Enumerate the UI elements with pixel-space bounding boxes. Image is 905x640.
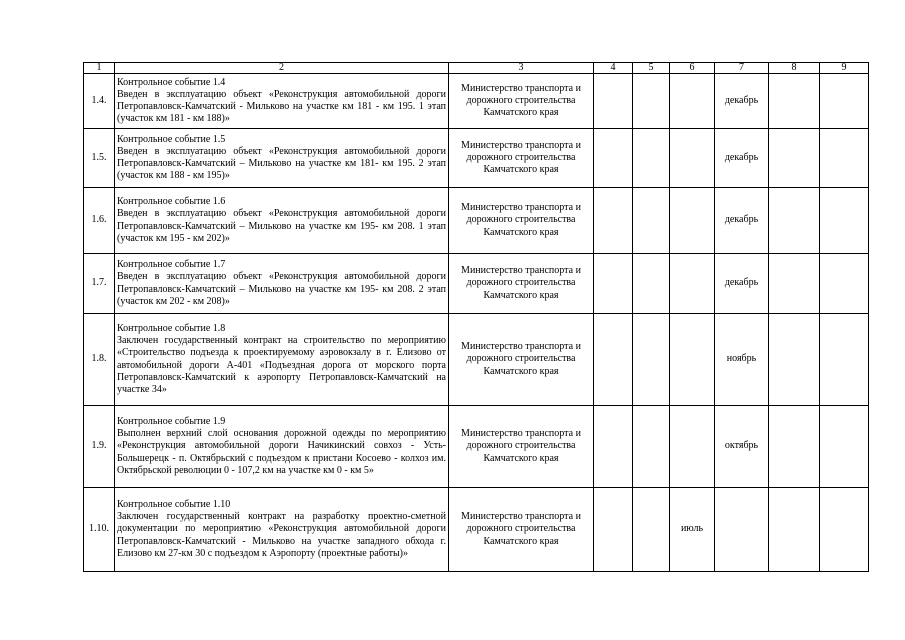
event-text: Заключен государственный контракт на разработку проектно-сметной документации по мероприятию «Реконструкция автомобильной дороги Петропавловск-Камчатский - Мильково на участке западного обхода г. Елизово км 27-км 30 с подъездом к Аэропорту (проектные работы)» xyxy=(117,511,446,559)
event-text: Введен в эксплуатацию объект «Реконструкция автомобильной дороги Петропавловск-Камчатский – Мильково на участке км 195- км 208. 2 этап (участок км 202 - км 208)» xyxy=(117,271,446,307)
event-description xyxy=(115,74,449,129)
cell-col-7 xyxy=(715,488,769,572)
column-header: 4 xyxy=(594,63,633,74)
cell-col-4 xyxy=(594,314,633,406)
event-description xyxy=(115,188,449,254)
event-title: Контрольное событие 1.6 xyxy=(117,196,226,208)
cell-col-8 xyxy=(769,488,820,572)
event-text: Выполнен верхний слой основания дорожной одежды по мероприятию «Реконструкция автомобильной дороги Начикинский совхоз - Усть-Большерецк - п. Октябрьский с подъездом к пристани Косоево - колхоз им. Октябрьской революции 0 - 107,2 км на участке км 0 - км 5» xyxy=(117,428,446,476)
table-row xyxy=(84,129,869,188)
cell-col-9 xyxy=(820,488,869,572)
event-title: Контрольное событие 1.10 xyxy=(117,499,231,511)
responsible-organization: Министерство транспорта и дорожного строительства Камчатского края xyxy=(449,488,594,572)
event-description xyxy=(115,406,449,488)
cell-col-9 xyxy=(820,406,869,488)
table-row xyxy=(84,254,869,314)
event-text: Введен в эксплуатацию объект «Реконструкция автомобильной дороги Петропавловск-Камчатский – Мильково на участке км 195- км 208. 1 этап (участок км 195 - км 202)» xyxy=(117,208,446,244)
cell-col-8 xyxy=(769,254,820,314)
cell-col-7: декабрь xyxy=(715,74,769,129)
cell-col-8 xyxy=(769,406,820,488)
cell-col-7: декабрь xyxy=(715,188,769,254)
responsible-organization: Министерство транспорта и дорожного строительства Камчатского края xyxy=(449,129,594,188)
cell-col-6 xyxy=(670,74,715,129)
control-events-table xyxy=(83,62,869,572)
cell-col-8 xyxy=(769,74,820,129)
row-number: 1.9. xyxy=(84,406,115,488)
cell-col-7: декабрь xyxy=(715,254,769,314)
column-header: 7 xyxy=(715,63,769,74)
table-row xyxy=(84,406,869,488)
cell-col-9 xyxy=(820,74,869,129)
event-description xyxy=(115,129,449,188)
cell-col-4 xyxy=(594,188,633,254)
cell-col-5 xyxy=(633,314,670,406)
event-text: Заключен государственный контракт на строительство по мероприятию «Строительство подъезда к проектируемому аэровокзалу в г. Елизово от автомобильной дороги А-401 «Подъездная дорога от морского порта Петропавловск-Камчатский к аэропорту Петропавловск-Камчатский на участке 34» xyxy=(117,335,446,395)
row-number: 1.6. xyxy=(84,188,115,254)
column-header: 3 xyxy=(449,63,594,74)
table-row xyxy=(84,188,869,254)
cell-col-9 xyxy=(820,314,869,406)
event-title: Контрольное событие 1.8 xyxy=(117,323,226,335)
cell-col-4 xyxy=(594,254,633,314)
responsible-organization: Министерство транспорта и дорожного строительства Камчатского края xyxy=(449,254,594,314)
cell-col-6 xyxy=(670,406,715,488)
event-title: Контрольное событие 1.7 xyxy=(117,259,226,271)
event-text: Введен в эксплуатацию объект «Реконструкция автомобильной дороги Петропавловск-Камчатский – Мильково на участке км 181- км 195. 2 этап (участок км 188 - км 195)» xyxy=(117,145,446,182)
event-description xyxy=(115,314,449,406)
table-row xyxy=(84,488,869,572)
table-row xyxy=(84,74,869,129)
cell-col-5 xyxy=(633,129,670,188)
row-number: 1.10. xyxy=(84,488,115,572)
cell-col-4 xyxy=(594,406,633,488)
cell-col-7: декабрь xyxy=(715,129,769,188)
cell-col-6 xyxy=(670,129,715,188)
column-header: 5 xyxy=(633,63,670,74)
cell-col-8 xyxy=(769,314,820,406)
cell-col-5 xyxy=(633,188,670,254)
responsible-organization: Министерство транспорта и дорожного строительства Камчатского края xyxy=(449,188,594,254)
cell-col-4 xyxy=(594,74,633,129)
cell-col-6 xyxy=(670,188,715,254)
column-header: 9 xyxy=(820,63,869,74)
cell-col-4 xyxy=(594,488,633,572)
cell-col-8 xyxy=(769,188,820,254)
cell-col-7: ноябрь xyxy=(715,314,769,406)
cell-col-8 xyxy=(769,129,820,188)
event-title: Контрольное событие 1.9 xyxy=(117,416,226,428)
cell-col-5 xyxy=(633,406,670,488)
cell-col-4 xyxy=(594,129,633,188)
row-number: 1.7. xyxy=(84,254,115,314)
event-title: Контрольное событие 1.4 xyxy=(117,76,226,88)
cell-col-9 xyxy=(820,188,869,254)
column-number-row xyxy=(84,63,869,74)
column-header: 1 xyxy=(84,63,115,74)
row-number: 1.4. xyxy=(84,74,115,129)
cell-col-9 xyxy=(820,129,869,188)
event-description xyxy=(115,488,449,572)
cell-col-6 xyxy=(670,314,715,406)
cell-col-5 xyxy=(633,254,670,314)
event-title: Контрольное событие 1.5 xyxy=(117,133,226,145)
event-text: Введен в эксплуатацию объект «Реконструкция автомобильной дороги Петропавловск-Камчатский - Мильково на участке км 181 - км 195. 1 этап (участок км 181 - км 188)» xyxy=(117,88,446,125)
cell-col-6: июль xyxy=(670,488,715,572)
cell-col-6 xyxy=(670,254,715,314)
column-header: 6 xyxy=(670,63,715,74)
table-row xyxy=(84,314,869,406)
cell-col-7: октябрь xyxy=(715,406,769,488)
cell-col-9 xyxy=(820,254,869,314)
row-number: 1.8. xyxy=(84,314,115,406)
cell-col-5 xyxy=(633,488,670,572)
responsible-organization: Министерство транспорта и дорожного строительства Камчатского края xyxy=(449,74,594,129)
event-description xyxy=(115,254,449,314)
row-number: 1.5. xyxy=(84,129,115,188)
responsible-organization: Министерство транспорта и дорожного строительства Камчатского края xyxy=(449,406,594,488)
cell-col-5 xyxy=(633,74,670,129)
column-header: 8 xyxy=(769,63,820,74)
column-header: 2 xyxy=(115,63,449,74)
responsible-organization: Министерство транспорта и дорожного строительства Камчатского края xyxy=(449,314,594,406)
